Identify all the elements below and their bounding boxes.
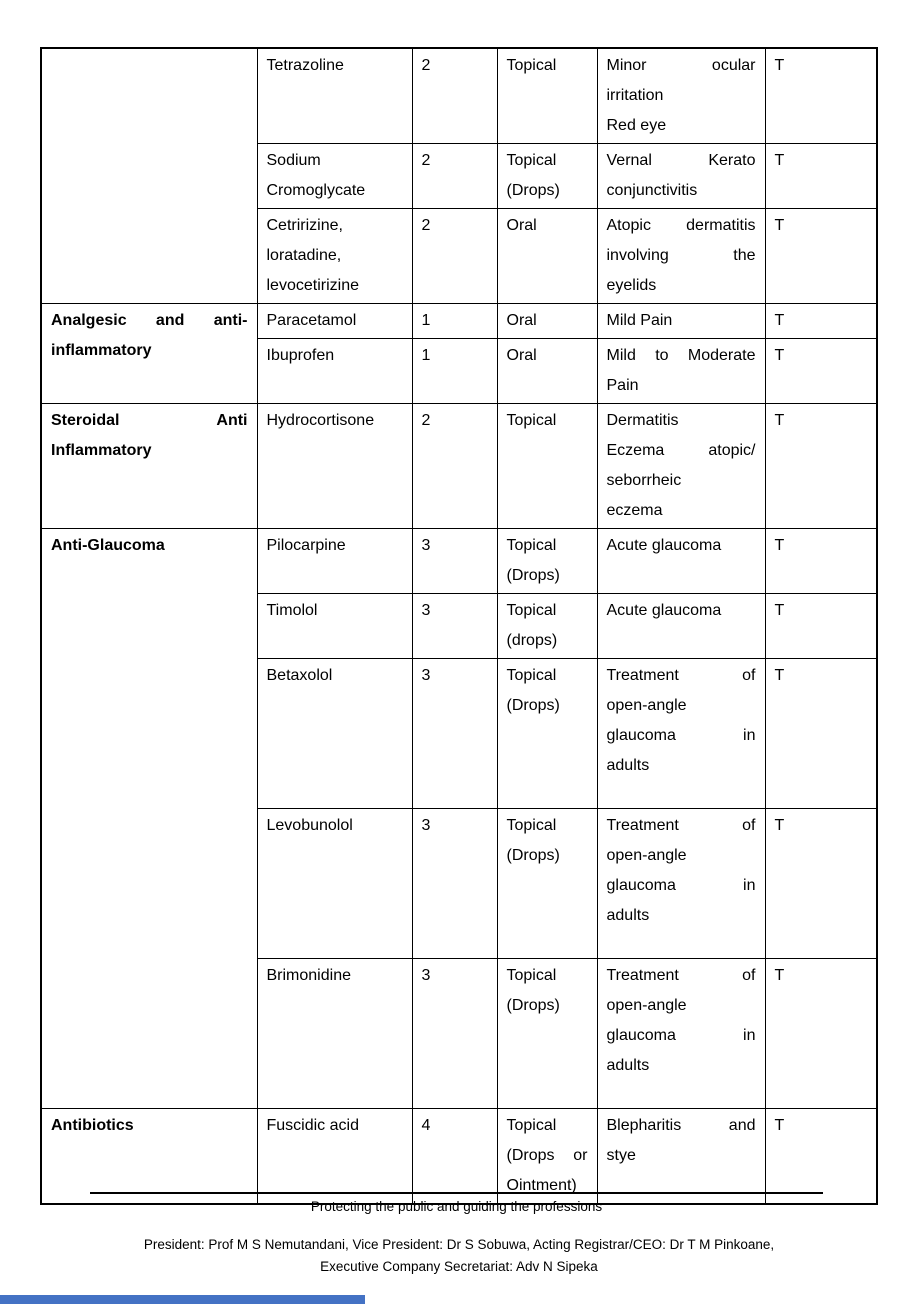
schedule-cell [412,809,497,959]
drug-cell [257,529,412,594]
permit-cell [765,659,877,809]
route-cell-line: Topical [506,1117,557,1134]
indication-cell [597,594,765,659]
medicines-schedule-table [40,47,878,1205]
permit-cell [765,304,877,339]
category-cell [41,1109,257,1205]
schedule-cell-line: 3 [421,817,431,834]
category-cell [41,304,257,404]
indication-cell-line: Mild Pain [606,312,673,329]
footer-officials [0,1234,918,1278]
drug-cell [257,209,412,304]
schedule-cell [412,1109,497,1205]
indication-cell-line: Atopic dermatitis [606,217,756,234]
route-cell-line: Topical [506,817,557,834]
drug-cell-line: Tetrazoline [266,57,344,74]
permit-cell [765,529,877,594]
indication-cell-line: Eczema atopic/ [606,442,756,459]
category-cell [41,404,257,529]
category-cell [41,529,257,1109]
indication-cell-line: Minor ocular [606,57,756,74]
indication-cell [597,48,765,144]
route-cell [497,404,597,529]
indication-cell-line: eczema [606,502,663,519]
route-cell-line: (Drops or [506,1147,588,1164]
schedule-cell-line: 3 [421,537,431,554]
permit-cell-line: T [774,152,785,169]
indication-cell-line: Red eye [606,117,667,134]
indication-cell [597,1109,765,1205]
indication-cell-line: Treatment of [606,667,756,684]
indication-cell [597,209,765,304]
route-cell [497,304,597,339]
indication-cell-line: involving the [606,247,756,264]
schedule-cell-line: 3 [421,602,431,619]
drug-cell-line: loratadine, [266,247,342,264]
category-cell-line: Anti-Glaucoma [51,537,165,554]
schedule-cell [412,144,497,209]
route-cell-line: Oral [506,312,537,329]
indication-cell-line: Treatment of [606,967,756,984]
category-cell-line: Steroidal Anti [51,412,248,429]
indication-cell [597,659,765,809]
indication-cell-line: seborrheic [606,472,682,489]
schedule-cell-line: 3 [421,667,431,684]
route-cell-line: Topical [506,967,557,984]
permit-cell-line: T [774,347,785,364]
indication-cell-line: conjunctivitis [606,182,698,199]
route-cell [497,339,597,404]
drug-cell-line: Sodium [266,152,321,169]
indication-cell-line: glaucoma in [606,1027,756,1044]
drug-cell [257,339,412,404]
schedule-cell-line: 2 [421,217,431,234]
route-cell-line: Topical [506,152,557,169]
permit-cell-line: T [774,667,785,684]
route-cell-line: Oral [506,217,537,234]
schedule-cell-line: 2 [421,412,431,429]
indication-cell-line: Blepharitis and [606,1117,756,1134]
drug-cell-line: Fuscidic acid [266,1117,359,1134]
permit-cell [765,48,877,144]
indication-cell-line: Dermatitis [606,412,679,429]
indication-cell-line: Mild to Moderate [606,347,756,364]
drug-cell [257,1109,412,1205]
schedule-cell-line: 2 [421,152,431,169]
drug-cell-line: Betaxolol [266,667,333,684]
route-cell-line: (Drops) [506,697,560,714]
permit-cell-line: T [774,217,785,234]
schedule-cell-line: 1 [421,312,431,329]
indication-cell [597,529,765,594]
drug-cell-line: Pilocarpine [266,537,346,554]
footer-divider-line [90,1192,823,1194]
drug-cell-line: Cromoglycate [266,182,366,199]
category-cell-line: inflammatory [51,342,152,359]
indication-cell-line: Acute glaucoma [606,602,722,619]
indication-cell [597,304,765,339]
route-cell [497,659,597,809]
drug-cell [257,959,412,1109]
permit-cell-line: T [774,312,785,329]
drug-cell-line: Hydrocortisone [266,412,375,429]
schedule-cell [412,659,497,809]
drug-cell-line: Brimonidine [266,967,351,984]
drug-cell-line: Paracetamol [266,312,357,329]
indication-cell [597,959,765,1109]
route-cell-line: Topical [506,57,557,74]
category-cell-line: Analgesic and anti- [51,312,248,329]
indication-cell-line: glaucoma in [606,877,756,894]
permit-cell-line: T [774,817,785,834]
route-cell-line: Topical [506,412,557,429]
indication-cell [597,339,765,404]
schedule-cell [412,304,497,339]
indication-cell [597,404,765,529]
table-row [41,1109,877,1205]
schedule-cell [412,529,497,594]
indication-cell-line: open-angle [606,697,687,714]
schedule-cell [412,959,497,1109]
indication-cell-line: glaucoma in [606,727,756,744]
route-cell-line: (Drops) [506,182,560,199]
drug-cell [257,304,412,339]
drug-cell [257,48,412,144]
route-cell-line: (Drops) [506,567,560,584]
schedule-cell-line: 1 [421,347,431,364]
footer-officials-line2: Executive Company Secretariat: Adv N Sipeka [320,1259,598,1274]
indication-cell-line: irritation [606,87,664,104]
indication-cell [597,144,765,209]
drug-cell-line: Levobunolol [266,817,353,834]
drug-cell [257,144,412,209]
route-cell-line: Topical [506,537,557,554]
indication-cell-line: adults [606,1057,650,1074]
schedule-cell [412,209,497,304]
permit-cell [765,144,877,209]
table-row [41,404,877,529]
indication-cell-line: open-angle [606,847,687,864]
indication-cell-line: Acute glaucoma [606,537,722,554]
permit-cell-line: T [774,967,785,984]
indication-cell-line: adults [606,757,650,774]
permit-cell-line: T [774,602,785,619]
permit-cell-line: T [774,537,785,554]
permit-cell [765,339,877,404]
permit-cell [765,1109,877,1205]
permit-cell [765,809,877,959]
route-cell-line: Ointment) [506,1177,577,1194]
route-cell [497,959,597,1109]
drug-cell-line: levocetirizine [266,277,359,294]
category-cell [41,48,257,304]
schedule-cell [412,339,497,404]
route-cell [497,209,597,304]
drug-cell-line: Ibuprofen [266,347,335,364]
indication-cell-line: open-angle [606,997,687,1014]
route-cell [497,144,597,209]
table-row [41,529,877,594]
route-cell-line: Topical [506,667,557,684]
drug-cell [257,594,412,659]
route-cell [497,529,597,594]
indication-cell-line: Treatment of [606,817,756,834]
schedule-cell [412,48,497,144]
route-cell [497,594,597,659]
footer-officials-line1: President: Prof M S Nemutandani, Vice President: Dr S Sobuwa, Acting Registrar/CEO: Dr T M Pinkoane, [143,1237,775,1252]
permit-cell-line: T [774,1117,785,1134]
drug-cell [257,809,412,959]
footer-tagline: Protecting the public and guiding the professions [310,1199,603,1214]
permit-cell-line: T [774,57,785,74]
schedule-cell [412,594,497,659]
drug-cell [257,404,412,529]
indication-cell-line: Vernal Kerato [606,152,756,169]
route-cell [497,48,597,144]
footer-accent-bar [0,1295,365,1304]
route-cell [497,1109,597,1205]
route-cell-line: (Drops) [506,847,560,864]
schedule-cell-line: 3 [421,967,431,984]
route-cell-line: Topical [506,602,557,619]
indication-cell-line: Pain [606,377,639,394]
schedule-cell [412,404,497,529]
permit-cell [765,594,877,659]
medicines-table-body [41,48,877,1204]
table-row [41,304,877,339]
permit-cell [765,404,877,529]
category-cell-line: Antibiotics [51,1117,134,1134]
permit-cell [765,959,877,1109]
permit-cell-line: T [774,412,785,429]
route-cell-line: (Drops) [506,997,560,1014]
route-cell-line: Oral [506,347,537,364]
indication-cell [597,809,765,959]
schedule-cell-line: 4 [421,1117,431,1134]
drug-cell-line: Cetririzine, [266,217,343,234]
permit-cell [765,209,877,304]
category-cell-line: Inflammatory [51,442,152,459]
drug-cell [257,659,412,809]
route-cell-line: (drops) [506,632,558,649]
table-row [41,48,877,144]
indication-cell-line: adults [606,907,650,924]
schedule-cell-line: 2 [421,57,431,74]
drug-cell-line: Timolol [266,602,318,619]
indication-cell-line: eyelids [606,277,657,294]
indication-cell-line: stye [606,1147,636,1164]
route-cell [497,809,597,959]
